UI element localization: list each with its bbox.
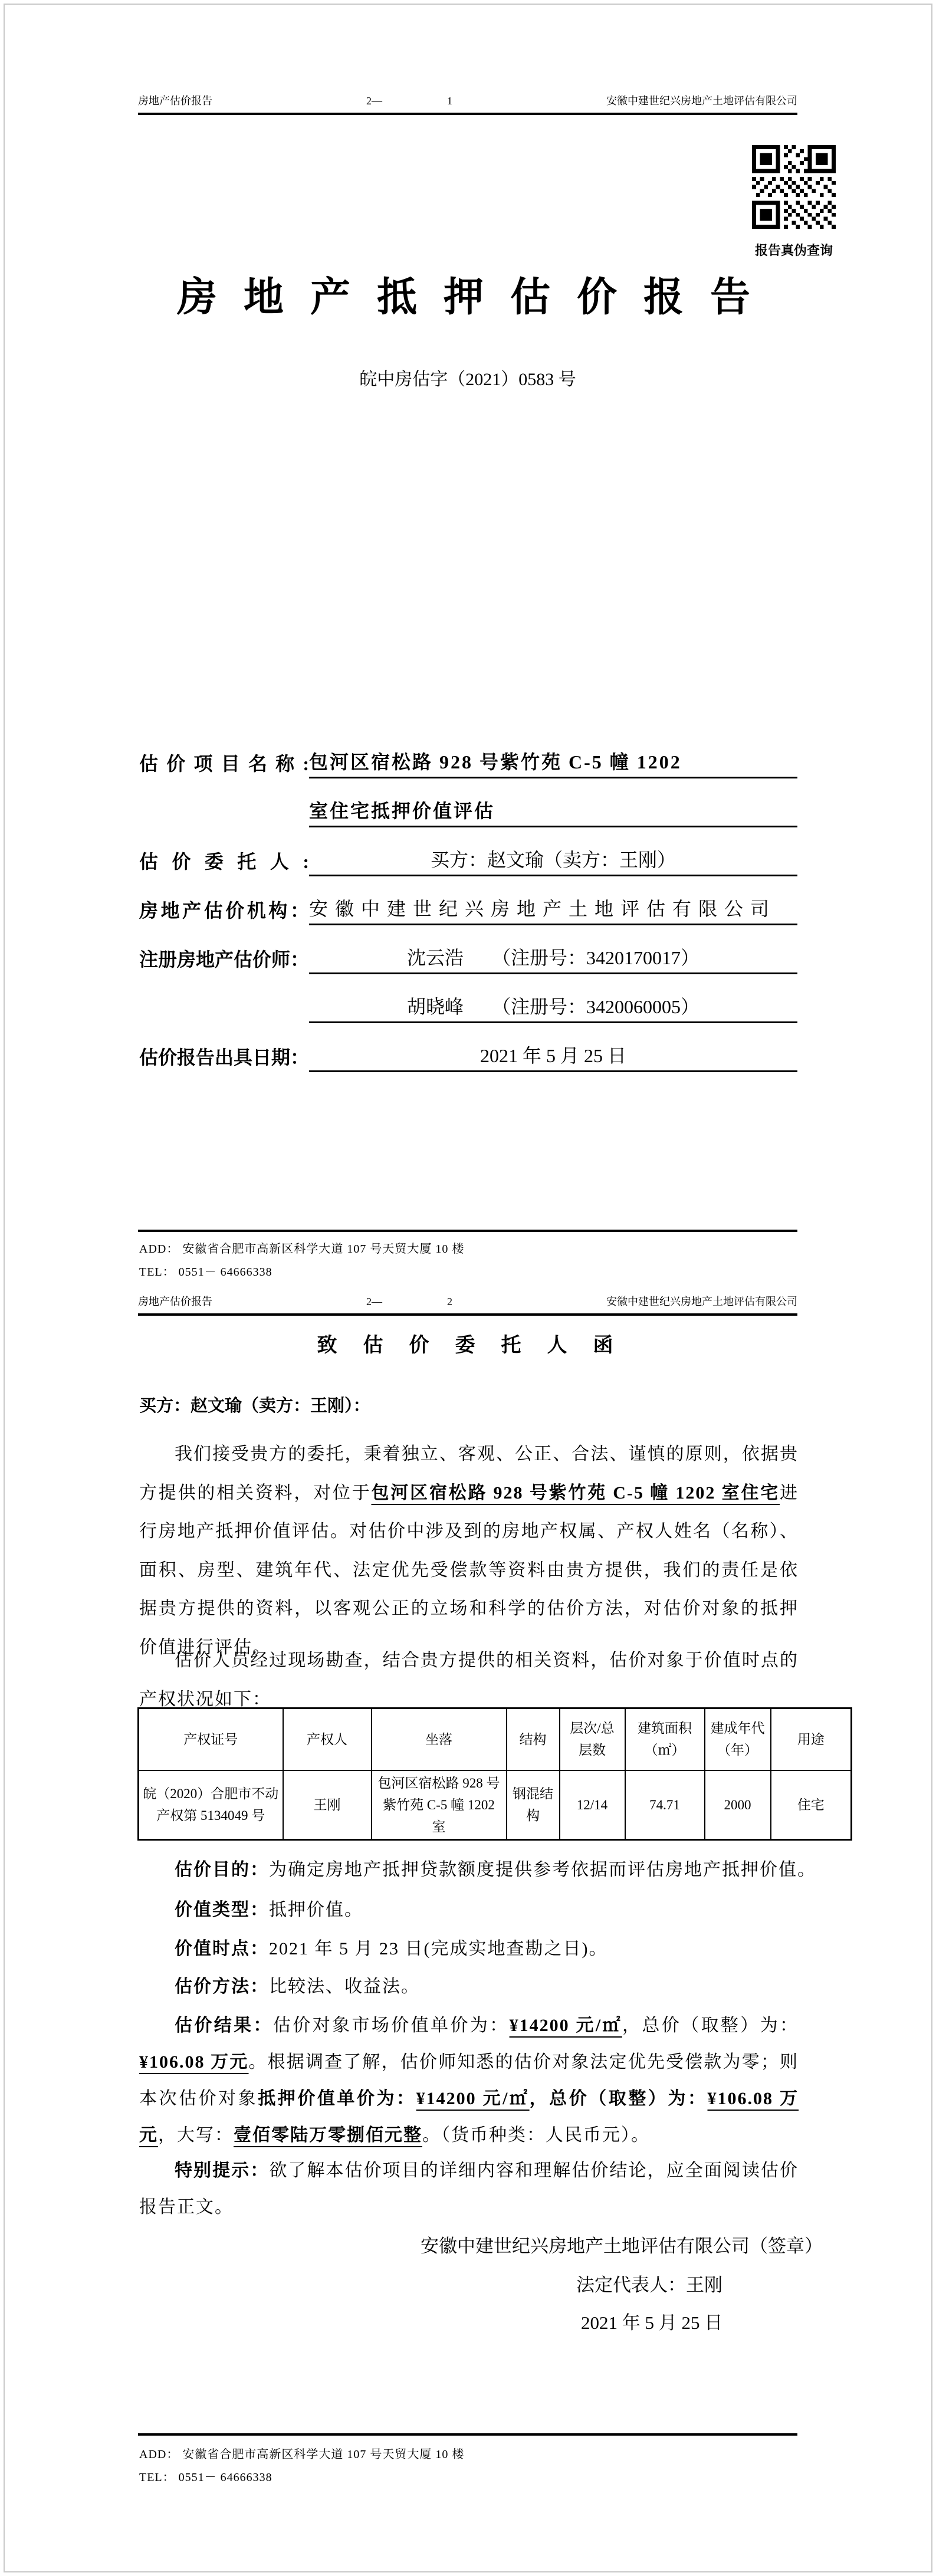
field-project-name-label: 估 价 项 目 名 称 :: [139, 753, 309, 774]
header-page-no: 2: [447, 1296, 452, 1307]
item-purpose-label: 估价目的：: [175, 1860, 269, 1880]
item-purpose: [139, 1852, 816, 1888]
qr-code: [752, 145, 836, 232]
item-value-type-text: 抵押价值。: [269, 1900, 363, 1920]
result-seg7: 。（货币种类：人民币元）。: [422, 2125, 650, 2145]
item-value-date-text: 2021 年 5 月 23 日(完成实地查勘之日)。: [269, 1939, 608, 1959]
qr-caption: 报告真伪查询: [754, 243, 833, 258]
col-floor: 层次/总层数: [560, 1708, 625, 1770]
page2-footer-rule: [138, 2433, 797, 2436]
item-purpose-text: 为确定房地产抵押贷款额度提供参考依据而评估房地产抵押价值。: [269, 1860, 816, 1880]
col-cert-no: 产权证号: [139, 1708, 283, 1770]
item-method-label: 估价方法：: [175, 1977, 269, 1996]
col-year: 建成年代（年）: [705, 1708, 771, 1770]
col-use: 用途: [771, 1708, 852, 1770]
table-row: [139, 1770, 852, 1840]
para1-post: 进行房地产抵押价值评估。对估价中涉及到的房地产权属、产权人姓名（名称）、面积、房型、建筑年代、法定优先受偿款等资料由贵方提供，我们的责任是依据贵方提供的资料，以客观公正的立场和科学的估价方法，对估价对象的抵押价值进行评估。: [139, 1483, 799, 1657]
page1-running-header: [138, 94, 797, 115]
result-seg2: ，总价（取整）为：: [622, 2016, 799, 2035]
page2-footer-tel: TEL： 0551－ 64666338: [139, 2471, 272, 2484]
item-notice: [139, 2153, 799, 2226]
field-client-label: 估 价 委 托 人 :: [139, 851, 309, 872]
item-result-label: 估价结果：: [175, 2016, 273, 2035]
col-area: 建筑面积（㎡）: [625, 1708, 705, 1770]
qr-code-image: [752, 145, 836, 229]
cell-area: 74.71: [625, 1770, 705, 1840]
header-company-name: 安徽中建世纪兴房地产土地评估有限公司: [606, 95, 797, 107]
item-method: [139, 1969, 799, 2005]
cell-floor: 12/14: [560, 1770, 625, 1840]
header-doc-type: 房地产估价报告: [138, 95, 212, 107]
header-company-name: 安徽中建世纪兴房地产土地评估有限公司: [606, 1296, 797, 1307]
result-seg4: 抵押价值单价为：: [258, 2089, 416, 2108]
header-page-no: 1: [447, 95, 452, 107]
item-value-date-label: 价值时点：: [175, 1939, 269, 1959]
field-agency: [139, 896, 797, 925]
field-project-name-value2: 室住宅抵押价值评估: [309, 796, 797, 827]
result-amount-in-words: 壹佰零陆万零捌佰元整: [234, 2125, 422, 2145]
header-page-number: [366, 1295, 452, 1308]
header-doc-type: 房地产估价报告: [138, 1296, 212, 1307]
cell-owner: 王刚: [283, 1770, 372, 1840]
item-value-type-label: 价值类型：: [175, 1900, 269, 1920]
ownership-table: [137, 1707, 852, 1841]
page1-footer-tel: TEL： 0551－ 64666338: [139, 1266, 272, 1279]
page1-footer-rule: [138, 1230, 797, 1232]
cell-year: 2000: [705, 1770, 771, 1840]
letter-salutation: 买方：赵文瑜（卖方：王刚）：: [139, 1397, 370, 1415]
field-client-value: 买方：赵文瑜（卖方：王刚）: [309, 845, 797, 876]
item-notice-text: 欲了解本估价项目的详细内容和理解估价结论，应全面阅读估价报告正文。: [139, 2161, 799, 2217]
field-appraiser2-value: 胡晓峰 （注册号：3420060005）: [309, 992, 797, 1023]
col-structure: 结构: [507, 1708, 560, 1770]
signature-date: 2021 年 5 月 25 日: [581, 2312, 723, 2333]
page2-footer-address: ADD： 安徽省合肥市高新区科学大道 107 号天贸大厦 10 楼: [139, 2448, 465, 2461]
field-appraiser-1: [139, 945, 797, 974]
field-agency-value: 安徽中建世纪兴房地产土地评估有限公司: [309, 894, 797, 925]
field-project-name-value: 包河区宿松路 928 号紫竹苑 C-5 幢 1202: [309, 747, 797, 778]
letter-heading: 致 估 价 委 托 人 函: [317, 1335, 619, 1356]
result-total-price-2: ¥106.08 万元: [139, 2089, 799, 2145]
field-project-name: [139, 749, 797, 778]
field-client: [139, 847, 797, 876]
col-owner: 产权人: [283, 1708, 372, 1770]
result-seg1: 估价对象市场价值单价为：: [272, 2016, 510, 2035]
cell-cert-no: 皖（2020）合肥市不动产权第 5134049 号: [139, 1770, 283, 1840]
col-location: 坐落: [372, 1708, 507, 1770]
para1-property-highlight: 包河区宿松路 928 号紫竹苑 C-5 幢 1202 室住宅: [371, 1483, 780, 1503]
field-appraiser1-value: 沈云浩 （注册号：3420170017）: [309, 943, 797, 974]
page2-running-header: [138, 1295, 797, 1316]
result-unit-price-2: ¥14200 元/㎡: [416, 2089, 530, 2108]
cover-fields: [139, 749, 797, 1092]
field-appraiser-label: 注册房地产估价师：: [139, 949, 310, 970]
item-method-text: 比较法、收益法。: [269, 1977, 420, 1996]
report-number: 皖中房估字（2021）0583 号: [359, 370, 576, 389]
cell-use: 住宅: [771, 1770, 852, 1840]
field-empty-label: [139, 825, 309, 827]
item-value-date: [139, 1931, 799, 1967]
field-issue-date: [139, 1043, 797, 1072]
report-title: 房 地 产 抵 押 估 价 报 告: [176, 275, 758, 320]
page1-footer-address: ADD： 安徽省合肥市高新区科学大道 107 号天贸大厦 10 楼: [139, 1243, 465, 1256]
item-notice-label: 特别提示：: [175, 2161, 270, 2180]
item-value-type: [139, 1892, 799, 1928]
letter-paragraph-2: 估价人员经过现场勘查，结合贵方提供的相关资料，估价对象于价值时点的产权状况如下：: [139, 1651, 799, 1709]
field-project-name-line2: [139, 798, 797, 827]
item-result: [139, 2007, 799, 2154]
field-issue-date-value: 2021 年 5 月 25 日: [309, 1041, 797, 1072]
signature-legal-rep: 法定代表人：王刚: [576, 2275, 722, 2295]
header-page-prefix: 2—: [366, 1296, 382, 1307]
header-page-number: [366, 94, 452, 107]
cell-structure: 钢混结构: [507, 1770, 560, 1840]
field-agency-label: 房地产估价机构：: [139, 900, 309, 921]
header-page-prefix: 2—: [366, 95, 382, 107]
field-empty-label2: [139, 1021, 309, 1023]
para1-pre: 我们接受贵方的委托，秉着独立、客观、公正、合法、谨慎的原则，依据贵方提供的相关资料，对位于: [139, 1444, 799, 1503]
result-total-price-1: ¥106.08 万元: [139, 2052, 249, 2072]
result-seg3: 。根据调查了解，估价师知悉的估价对象法定优先受偿款为零；则本次估价对象: [139, 2052, 799, 2108]
signature-company: 安徽中建世纪兴房地产土地评估有限公司（签章）: [421, 2236, 823, 2256]
letter-paragraph-1: [139, 1435, 799, 1667]
field-issue-date-label: 估价报告出具日期：: [139, 1047, 310, 1068]
result-seg5: ，总价（取整）为：: [529, 2089, 708, 2108]
result-seg6: ，大写：: [158, 2125, 234, 2145]
table-header-row: [139, 1708, 852, 1770]
result-unit-price-1: ¥14200 元/㎡: [509, 2016, 622, 2035]
field-appraiser-2: [139, 994, 797, 1023]
cell-location: 包河区宿松路 928 号紫竹苑 C-5 幢 1202 室: [372, 1770, 507, 1840]
